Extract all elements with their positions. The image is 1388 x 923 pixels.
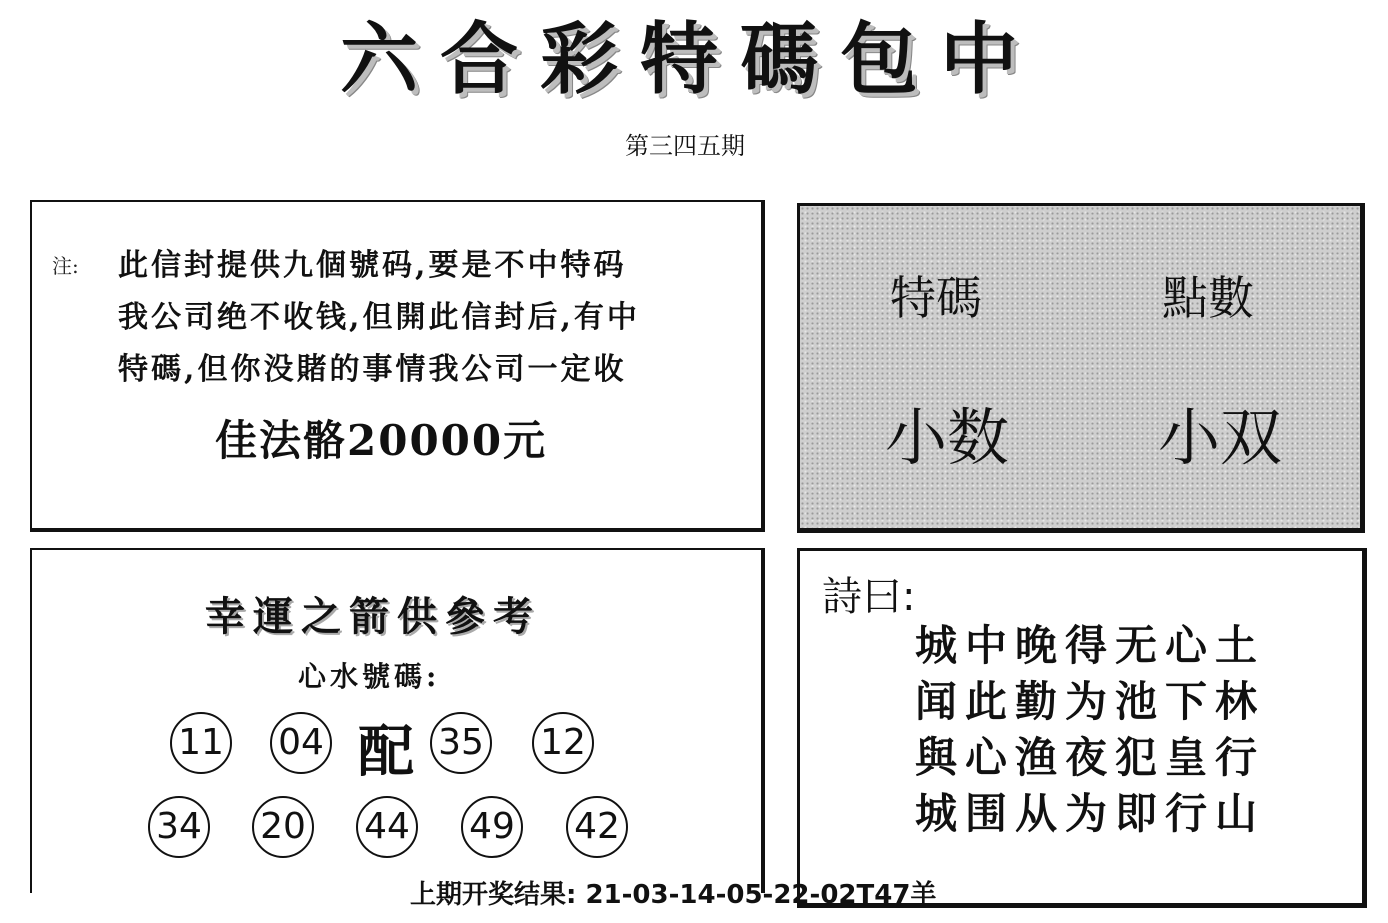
tema-value: 小数 bbox=[885, 401, 1010, 474]
number-ball: 12 bbox=[532, 712, 594, 774]
stats-panel bbox=[797, 203, 1365, 533]
page-title: 六合彩特碼包中 bbox=[339, 14, 1040, 105]
dianshu-value: 小双 bbox=[1158, 401, 1283, 474]
issue-number: 第三四五期 bbox=[625, 132, 745, 160]
poem-line: 城中晚得无心土 bbox=[915, 621, 1266, 670]
note-line: 我公司绝不收钱,但開此信封后,有中 bbox=[118, 300, 640, 335]
number-ball: 35 bbox=[430, 712, 492, 774]
poem-line: 城围从为即行山 bbox=[915, 789, 1266, 838]
note-line: 此信封提供九個號码,要是不中特码 bbox=[118, 248, 627, 283]
note-line: 特碼,但你没賭的事情我公司一定收 bbox=[118, 352, 627, 387]
number-ball: 11 bbox=[170, 712, 232, 774]
lucky-title: 幸運之箭供參考 bbox=[205, 593, 541, 640]
poem-text bbox=[915, 618, 1265, 842]
poem-heading: 詩曰: bbox=[822, 574, 916, 620]
tema-label: 特碼 bbox=[890, 271, 982, 325]
number-ball: 20 bbox=[252, 796, 314, 858]
number-ball: 49 bbox=[461, 796, 523, 858]
number-ball: 34 bbox=[148, 796, 210, 858]
number-ball: 04 bbox=[270, 712, 332, 774]
poem-line: 闻此勤为池下林 bbox=[915, 677, 1266, 726]
pei-mark: 配 bbox=[358, 719, 414, 785]
poem-line: 與心渔夜犯皇行 bbox=[915, 733, 1266, 782]
note-mark: 注: bbox=[52, 254, 79, 278]
number-ball: 42 bbox=[566, 796, 628, 858]
last-result: 上期开奖结果: 21-03-14-05-22-02T47羊 bbox=[410, 880, 937, 910]
prize-amount: 佳法骼20000元 bbox=[215, 416, 548, 465]
number-ball: 44 bbox=[356, 796, 418, 858]
lucky-subtitle: 心水號碼: bbox=[298, 660, 441, 693]
dianshu-label: 點數 bbox=[1162, 271, 1254, 325]
note-text bbox=[118, 240, 738, 396]
